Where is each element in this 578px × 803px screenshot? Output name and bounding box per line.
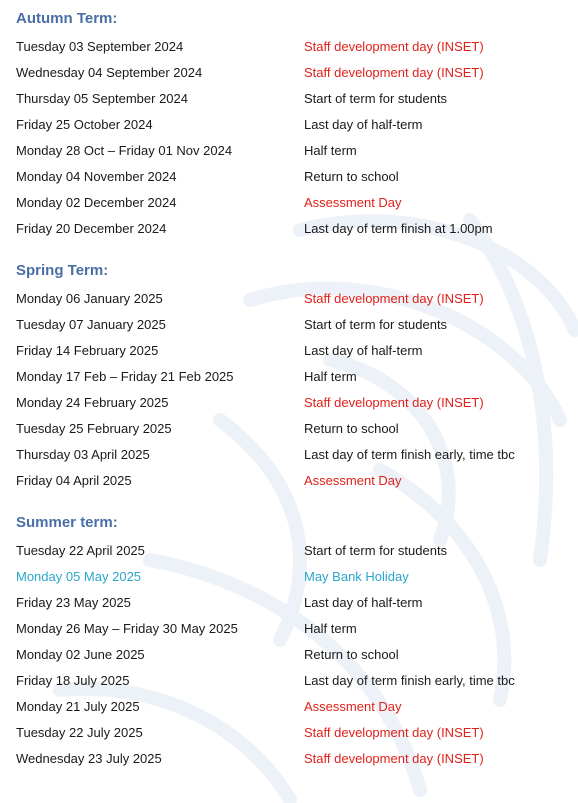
date-row	[16, 616, 578, 642]
date-row	[16, 138, 578, 164]
date-row	[16, 112, 578, 138]
row-date: Tuesday 22 April 2025	[16, 543, 145, 558]
term-title: Summer term:	[16, 514, 118, 531]
row-event: Start of term for students	[304, 317, 448, 332]
term-section	[16, 8, 578, 242]
date-row	[16, 746, 578, 772]
row-event: Return to school	[304, 421, 399, 436]
term-section	[16, 512, 578, 772]
row-date: Monday 02 December 2024	[16, 195, 177, 210]
date-row	[16, 668, 578, 694]
row-event: Last day of half-term	[304, 343, 423, 358]
row-event: Assessment Day	[304, 699, 402, 714]
row-date: Monday 28 Oct – Friday 01 Nov 2024	[16, 143, 233, 158]
date-row	[16, 312, 578, 338]
row-date: Thursday 05 September 2024	[16, 91, 188, 106]
row-event: Assessment Day	[304, 195, 402, 210]
row-date: Monday 21 July 2025	[16, 699, 140, 714]
row-date: Monday 06 January 2025	[16, 291, 163, 306]
row-date: Thursday 03 April 2025	[16, 447, 150, 462]
row-event: Staff development day (INSET)	[304, 65, 484, 80]
row-event: Start of term for students	[304, 91, 448, 106]
date-row	[16, 164, 578, 190]
row-date: Tuesday 07 January 2025	[16, 317, 166, 332]
row-event: Last day of term finish at 1.00pm	[304, 221, 493, 236]
row-event: Last day of half-term	[304, 117, 423, 132]
date-row	[16, 642, 578, 668]
row-date: Friday 18 July 2025	[16, 673, 130, 688]
row-event: Staff development day (INSET)	[304, 39, 484, 54]
row-date: Friday 23 May 2025	[16, 595, 131, 610]
row-event: Staff development day (INSET)	[304, 725, 484, 740]
row-event: Staff development day (INSET)	[304, 291, 484, 306]
date-row	[16, 190, 578, 216]
row-event: Half term	[304, 621, 357, 636]
row-event: Last day of half-term	[304, 595, 423, 610]
row-event: Half term	[304, 143, 357, 158]
row-date: Monday 04 November 2024	[16, 169, 177, 184]
row-date: Friday 25 October 2024	[16, 117, 153, 132]
date-row	[16, 538, 578, 564]
row-date: Friday 20 December 2024	[16, 221, 167, 236]
row-event: Start of term for students	[304, 543, 448, 558]
row-event: Return to school	[304, 647, 399, 662]
date-row	[16, 720, 578, 746]
row-date: Wednesday 04 September 2024	[16, 65, 203, 80]
date-row	[16, 60, 578, 86]
term-title: Spring Term:	[16, 262, 109, 279]
row-event: Assessment Day	[304, 473, 402, 488]
row-date: Monday 02 June 2025	[16, 647, 145, 662]
date-row	[16, 390, 578, 416]
row-event: Last day of term finish early, time tbc	[304, 673, 515, 688]
date-row	[16, 416, 578, 442]
date-row	[16, 694, 578, 720]
row-date: Monday 24 February 2025	[16, 395, 169, 410]
date-row	[16, 364, 578, 390]
row-date: Tuesday 22 July 2025	[16, 725, 143, 740]
row-date: Tuesday 25 February 2025	[16, 421, 172, 436]
date-row	[16, 216, 578, 242]
row-date: Monday 05 May 2025	[16, 569, 142, 584]
date-row	[16, 442, 578, 468]
term-title: Autumn Term:	[16, 10, 118, 27]
term-section	[16, 260, 578, 494]
row-date: Monday 17 Feb – Friday 21 Feb 2025	[16, 369, 234, 384]
date-row	[16, 590, 578, 616]
row-event: May Bank Holiday	[304, 569, 409, 584]
row-date: Friday 04 April 2025	[16, 473, 132, 488]
row-date: Tuesday 03 September 2024	[16, 39, 184, 54]
row-event: Half term	[304, 369, 357, 384]
row-date: Monday 26 May – Friday 30 May 2025	[16, 621, 238, 636]
row-date: Friday 14 February 2025	[16, 343, 159, 358]
row-date: Wednesday 23 July 2025	[16, 751, 162, 766]
date-row	[16, 286, 578, 312]
date-row	[16, 86, 578, 112]
date-row	[16, 468, 578, 494]
date-row	[16, 338, 578, 364]
row-event: Staff development day (INSET)	[304, 751, 484, 766]
row-event: Last day of term finish early, time tbc	[304, 447, 515, 462]
row-event: Staff development day (INSET)	[304, 395, 484, 410]
row-event: Return to school	[304, 169, 399, 184]
date-row	[16, 564, 578, 590]
date-row	[16, 34, 578, 60]
